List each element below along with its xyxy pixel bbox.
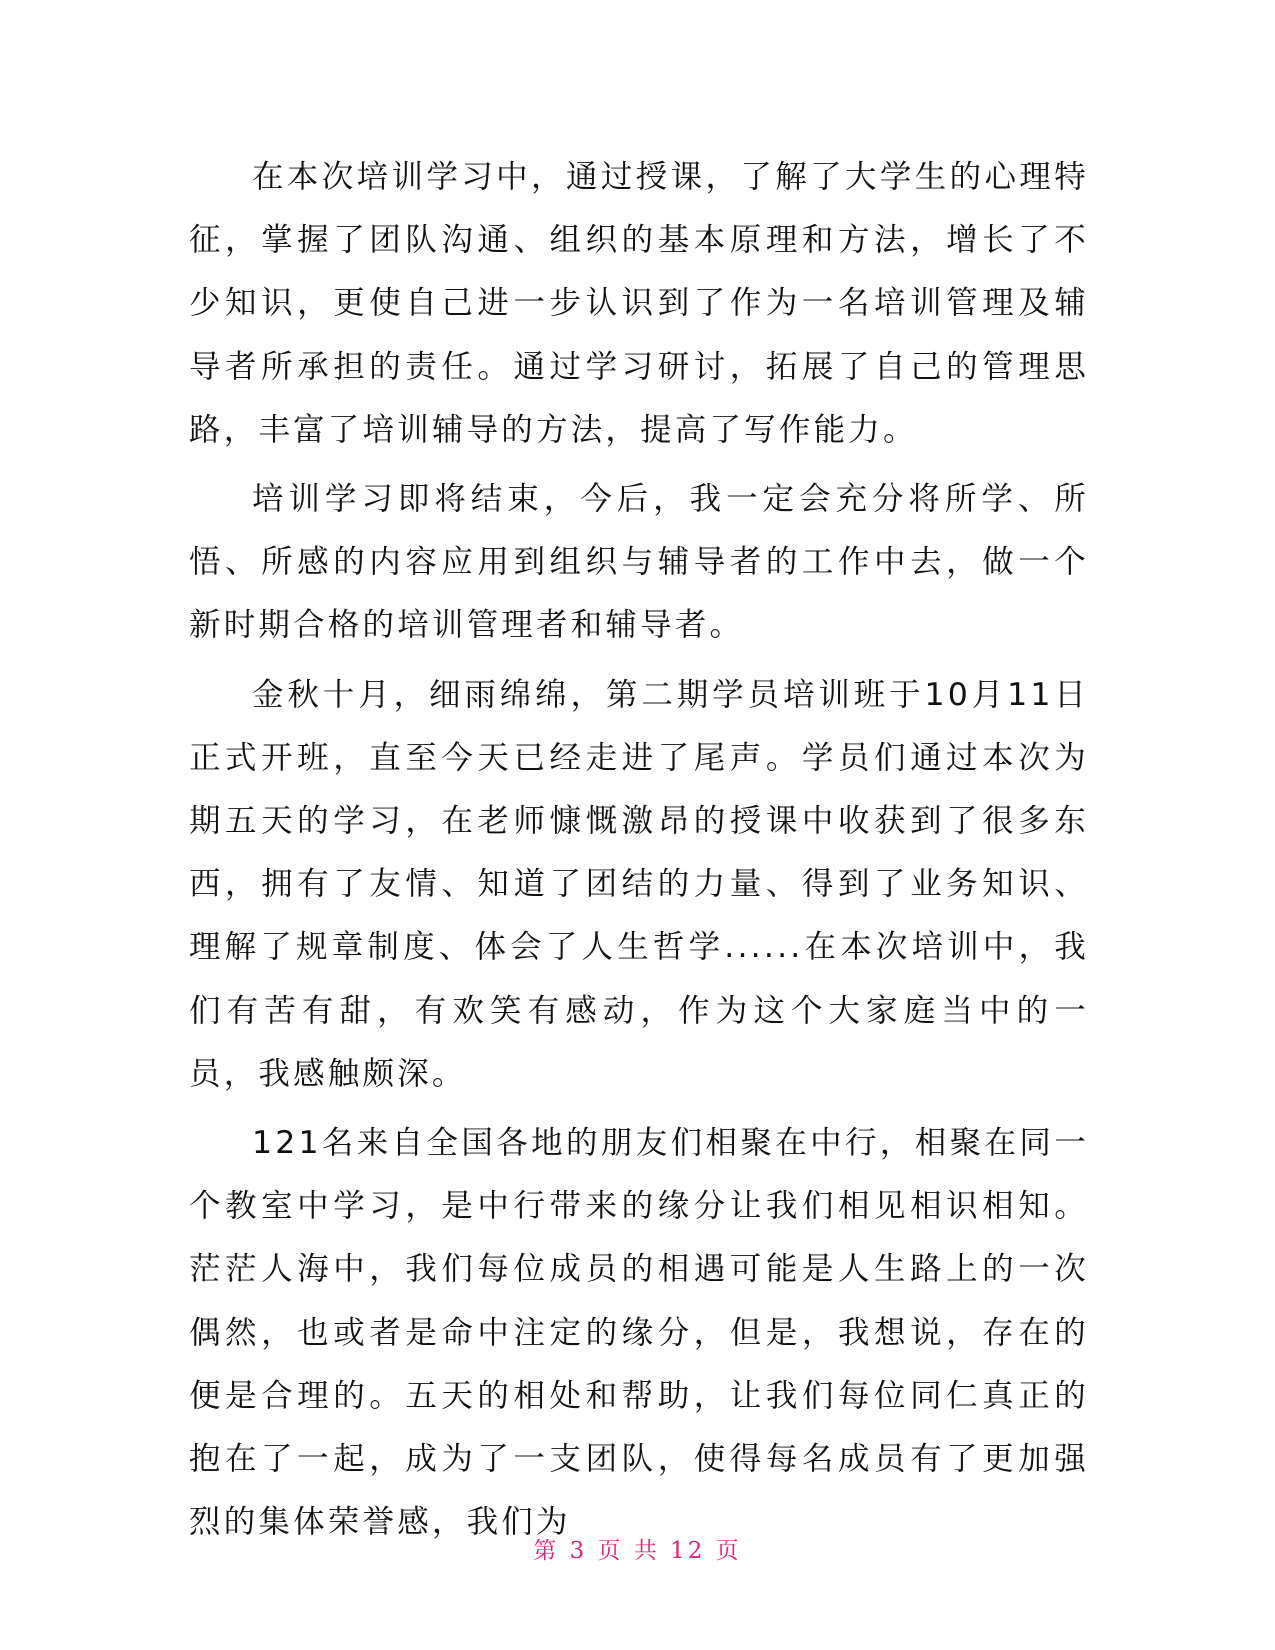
paragraph-2: 培训学习即将结束，今后，我一定会充分将所学、所悟、所感的内容应用到组织与辅导者的工作中去，做一个新时期合格的培训管理者和辅导者。	[189, 481, 1089, 644]
paragraph-4: 121名来自全国各地的朋友们相聚在中行，相聚在同一个教室中学习，是中行带来的缘分让我们相见相识相知。茫茫人海中，我们每位成员的相遇可能是人生路上的一次偶然，也或者是命中注定的缘分，但是，我想说，存在的便是合理的。五天的相处和帮助，让我们每位同仁真正的抱在了一起，成为了一支团队，使得每名成员有了更加强烈的集体荣誉感，我们为	[189, 1125, 1089, 1541]
page-number-footer: 第 3 页 共 12 页	[533, 1538, 742, 1564]
body-text	[189, 146, 1089, 1560]
paragraph-3: 金秋十月，细雨绵绵，第二期学员培训班于10月11日正式开班，直至今天已经走进了尾声。学员们通过本次为期五天的学习，在老师慷慨激昂的授课中收获到了很多东西，拥有了友情、知道了团结的力量、得到了业务知识、理解了规章制度、体会了人生哲学......在本次培训中，我们有苦有甜，有欢笑有感动，作为这个大家庭当中的一员，我感触颇深。	[189, 676, 1089, 1092]
paragraph-1: 在本次培训学习中，通过授课，了解了大学生的心理特征，掌握了团队沟通、组织的基本原理和方法，增长了不少知识，更使自己进一步认识到了作为一名培训管理及辅导者所承担的责任。通过学习研讨，拓展了自己的管理思路，丰富了培训辅导的方法，提高了写作能力。	[189, 159, 1089, 448]
